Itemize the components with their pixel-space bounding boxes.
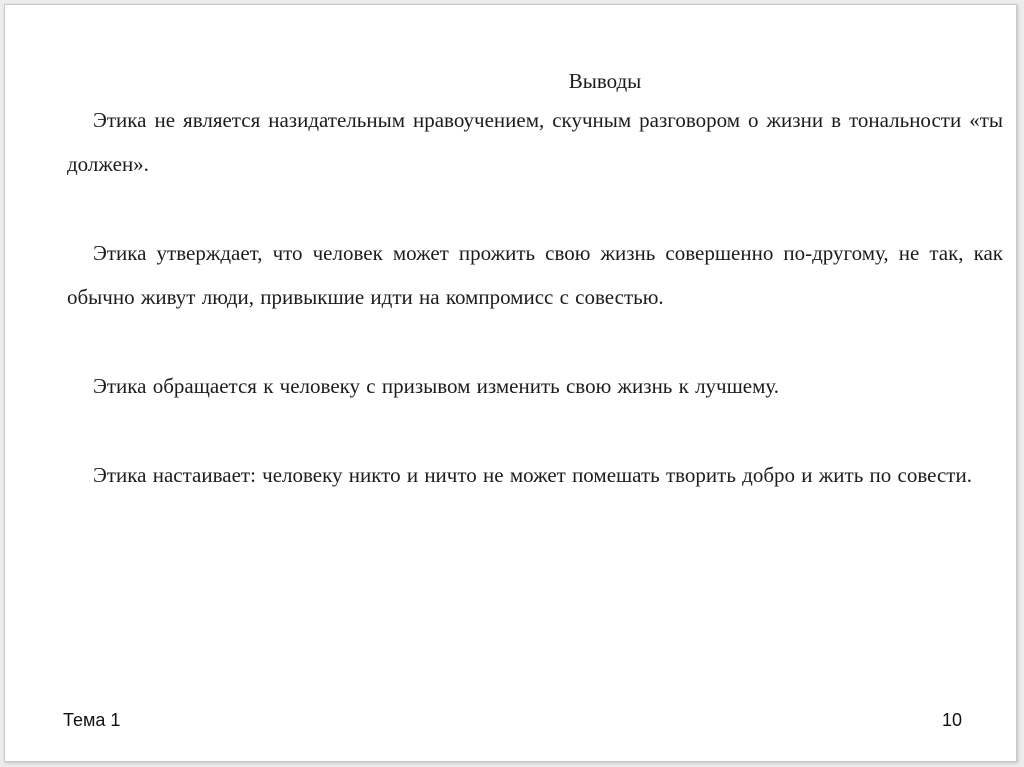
- paragraph-1: Этика не является назидательным нравоучением, скучным разговором о жизни в тональности «ты должен».: [67, 108, 1003, 176]
- slide-content: [67, 65, 1003, 497]
- slide-title: Выводы: [568, 69, 642, 93]
- paragraph-gap: [67, 408, 1003, 453]
- paragraph-4: Этика настаивает: человеку никто и ничто не может помешать творить добро и жить по совести.: [93, 463, 972, 487]
- footer-topic: Тема 1: [63, 710, 121, 730]
- paragraph-2: Этика утверждает, что человек может прожить свою жизнь совершенно по-другому, не так, как обычно живут люди, привыкшие идти на компромисс с совестью.: [67, 241, 1003, 309]
- paragraph-gap: [67, 186, 1003, 231]
- page-number: 10: [942, 710, 963, 730]
- slide: [4, 4, 1017, 762]
- paragraph-gap: [67, 319, 1003, 364]
- paragraph-3: Этика обращается к человеку с призывом изменить свою жизнь к лучшему.: [93, 374, 780, 398]
